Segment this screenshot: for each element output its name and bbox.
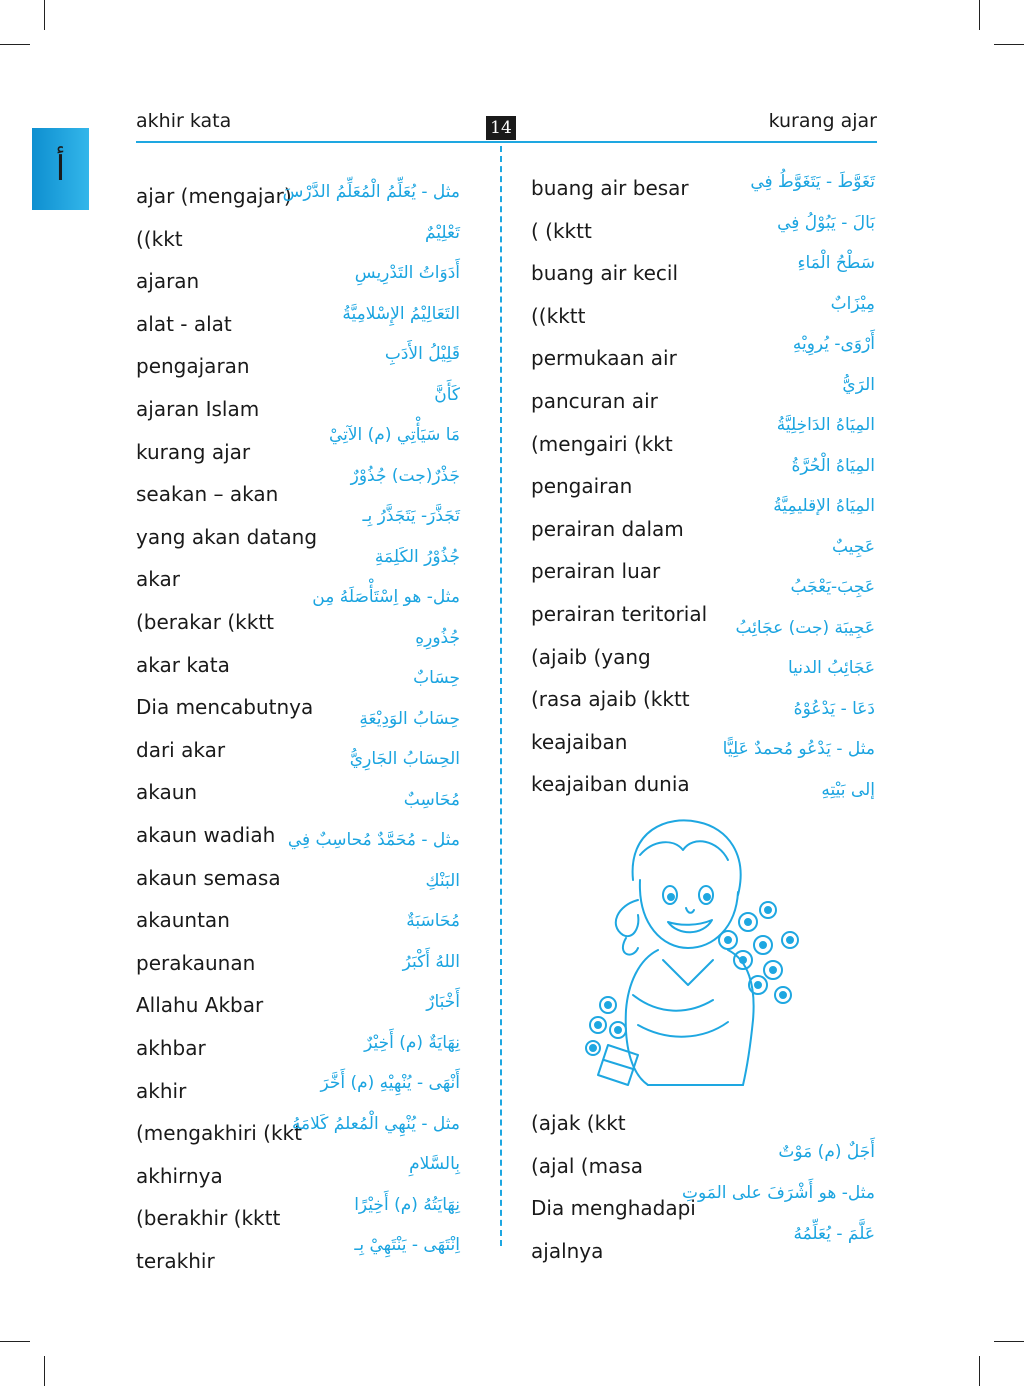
arabic-entry: كَأَنَّ [434, 384, 460, 405]
arabic-entry: المِيَاهُ الإقليمِيَّةُ [773, 496, 875, 516]
arabic-entry: عَجِيبٌ [832, 536, 875, 557]
malay-entry: ajaran [136, 269, 200, 294]
malay-entry: ajar (mengajar) [136, 184, 292, 208]
malay-entry: ( (kktt [531, 218, 592, 243]
malay-entry: (ajaib (yang [531, 644, 651, 669]
arabic-entry: أَدَوَاتُ التَدْرِيسِ [354, 263, 460, 283]
malay-entry: perairan luar [531, 559, 661, 584]
malay-entry: ajalnya [531, 1238, 604, 1263]
crop-mark [979, 0, 980, 30]
arabic-entry: تَعْلِيْمٌ [424, 222, 460, 243]
arabic-entry: المِيَاهُ الدَاخِلِيَّةُ [776, 415, 875, 435]
malay-entry: seakan – akan [136, 482, 279, 507]
malay-entry: (ajal (masa [531, 1153, 644, 1178]
malay-entry: keajaiban [531, 729, 628, 754]
arabic-entry: مَا سَيَأْتِي (م) الآتِيْ [328, 425, 460, 445]
alphabet-thumb-tab [32, 128, 89, 210]
arabic-entry: مثل - مُحَمَّدٌ مُحاسِبٌ فِي [287, 830, 460, 850]
arabic-entry: جُذُورِهِ [415, 627, 460, 648]
arabic-entry: مُحَاسَبَةٌ [406, 911, 460, 931]
arabic-entry: تَغَوَّطَ - يَتَغَوَّطُ فِي [750, 172, 875, 192]
malay-entry: alat - alat [136, 311, 232, 336]
arabic-entry: التَعَالِيْمُ الإِسْلامِيَّةُ [342, 303, 460, 324]
malay-entry: pengajaran [136, 354, 250, 379]
arabic-entry: مثل- هو اِسْتَأْصَلَهُ مِن [312, 587, 460, 607]
arabic-entry: نِهَايَتُهُ (م) أَخِيْرًا [354, 1194, 460, 1215]
malay-entry: perakaunan [136, 950, 256, 975]
crop-mark [994, 44, 1024, 45]
arabic-entry: بِالسَّلامِ [409, 1154, 460, 1174]
crop-mark [979, 1356, 980, 1386]
arabic-entry: جَذْرٌ(جت) جُذُوْرٌ [350, 465, 460, 486]
malay-entry: akauntan [136, 908, 230, 933]
malay-entry: permukaan air [531, 346, 677, 371]
arabic-entry: المِيَاهُ الْحُرَّةُ [791, 455, 875, 476]
malay-entry: perairan teritorial [531, 602, 708, 626]
header-first-word: akhir kata [136, 110, 232, 132]
malay-entry: pengairan [531, 474, 633, 499]
arabic-entry: حِسَابٌ [413, 668, 460, 688]
malay-entry: keajaiban dunia [531, 772, 690, 797]
malay-entry: ((kkt [136, 226, 183, 251]
arabic-entry: جُذُوْرُ الكَلِمَةِ [374, 546, 460, 567]
malay-entry: (ajak (kkt [531, 1111, 626, 1135]
girl-with-flowers-illustration [578, 810, 808, 1090]
malay-entry: Dia menghadapi [531, 1196, 696, 1220]
arabic-entry: عَلَّمَ - يُعَلِّمُهُ [793, 1224, 875, 1244]
malay-entry: ajaran Islam [136, 397, 260, 421]
malay-entry: akaun wadiah [136, 823, 276, 847]
arabic-entry: عَجِيبَة (جت) عجَائِبُ [735, 617, 875, 638]
malay-entry: perairan dalam [531, 516, 684, 541]
arabic-entry: أَجَلٌ (م) مَوْتٌ [778, 1142, 875, 1162]
header-last-word: kurang ajar [768, 110, 877, 132]
malay-entry: ((kktt [531, 303, 586, 328]
malay-entry: yang akan datang [136, 524, 318, 549]
malay-entry: buang air besar [531, 176, 689, 200]
arabic-entry: أَنْهَى - يُنْهِيْهِ (م) أَخَّرَ [320, 1073, 460, 1093]
arabic-entry: مُحَاسِبٌ [403, 789, 460, 810]
crop-mark [0, 44, 30, 45]
arabic-entry: أَرْوَى- يُروِيْهِ [792, 334, 875, 354]
arabic-entry: البَنْكِ [425, 870, 460, 891]
malay-entry: akhbar [136, 1036, 206, 1060]
arabic-entry: نِهَايَةٌ (م) أَخِيْرٌ [364, 1032, 460, 1053]
malay-entry: kurang ajar [136, 439, 251, 464]
arabic-entry: دَعَا - يَدْعُوْهُ [793, 698, 875, 719]
malay-entry: (berakhir (kktt [136, 1206, 281, 1231]
arabic-entry: مثل - يُعَلِّمُ الْمُعَلِّمُ الدَّرْسَ [282, 182, 460, 202]
malay-entry: akar [136, 567, 180, 592]
malay-entry: (rasa ajaib (kktt [531, 687, 690, 712]
arabic-entry: اِنْتَهَى - يَنْتَهِيْ بِـ [354, 1235, 460, 1255]
arabic-entry: قَلِيْلُ الأَدَبِ [384, 344, 460, 364]
header-rule [136, 141, 877, 143]
crop-mark [994, 1341, 1024, 1342]
crop-mark [44, 1356, 45, 1386]
page-number: 14 [486, 116, 516, 140]
arabic-entry: سَطْحُ الْمَاءِ [797, 253, 875, 273]
arabic-entry: تَجَذَّرَ- يَتَجَذَّرُ بِـ [362, 506, 460, 526]
arabic-entry: عَجَائِبُ الدنيا [788, 658, 875, 678]
malay-entry: akaun semasa [136, 865, 281, 890]
malay-entry: akhir [136, 1078, 187, 1103]
arabic-entry: مِيْزَابٌ [830, 293, 875, 314]
malay-entry: Allahu Akbar [136, 993, 264, 1018]
malay-entry: Dia mencabutnya [136, 695, 314, 720]
arabic-entry: بَالَ - يَبُوْلُ فِي [777, 212, 875, 233]
arabic-entry: حِسَابُ الوَدِيْعَةِ [359, 708, 460, 729]
arabic-entry: إلى بَيْتِهِ [821, 779, 875, 800]
malay-entry: dari akar [136, 737, 226, 762]
malay-entry: akaun [136, 780, 198, 805]
malay-entry: akar kata [136, 652, 230, 677]
malay-entry: (mengakhiri (kkt [136, 1121, 302, 1146]
arabic-entry: مثل - يَدْعُو مُحمدٌ عَلِيًّا [722, 739, 875, 759]
arabic-entry: أَخْبَارٌ [426, 992, 460, 1012]
arabic-entry: الحِسَابُ الجَارِيُّ [349, 749, 460, 769]
malay-entry: (berakar (kktt [136, 610, 274, 634]
malay-entry: akhirnya [136, 1163, 223, 1188]
arabic-entry: اللهُ أَكْبَرُ [402, 951, 460, 972]
arabic-entry: مثل - يُنْهِي الْمُعلمُ كَلامَهُ [291, 1113, 460, 1134]
malay-entry: buang air kecil [531, 261, 679, 286]
arabic-entry: عَجِبَ-يَعْجَبُ [790, 577, 875, 597]
tab-letter: أ [55, 149, 66, 189]
arabic-entry: مثل- هو أَشْرَفَ على المَوتِ [681, 1183, 875, 1203]
crop-mark [0, 1341, 30, 1342]
malay-entry: pancuran air [531, 389, 658, 413]
crop-mark [44, 0, 45, 30]
column-divider [500, 146, 502, 1246]
arabic-entry: الرَيُّ [842, 374, 875, 395]
malay-entry: (mengairi (kkt [531, 431, 673, 456]
malay-entry: terakhir [136, 1249, 215, 1273]
